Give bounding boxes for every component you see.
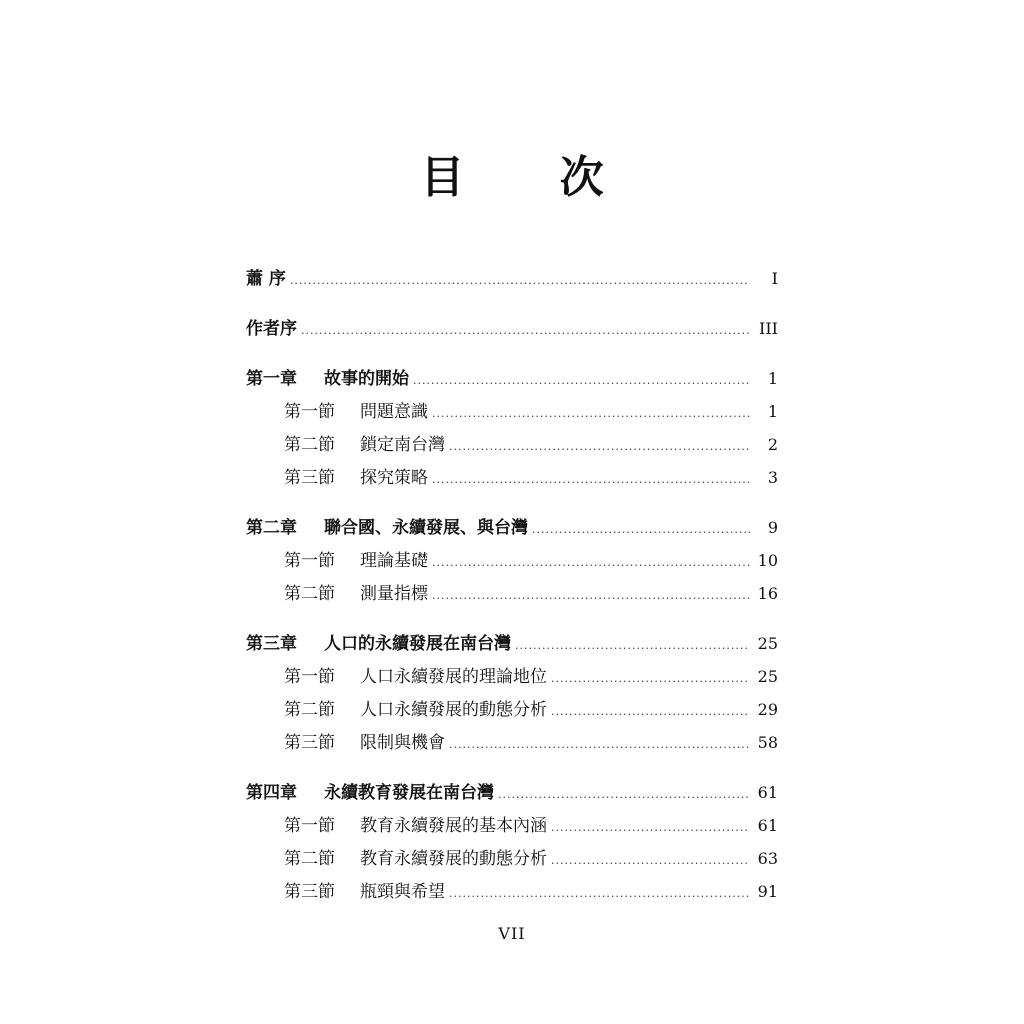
toc-page-number: 2 [767, 435, 778, 454]
section-number: 第一節 [284, 402, 335, 422]
section-title: 鎖定南台灣 [360, 435, 445, 455]
section-title: 探究策略 [360, 468, 428, 488]
toc-page-number: 25 [757, 667, 778, 686]
toc-page-number: III [759, 319, 778, 338]
toc-page-number: 63 [757, 849, 778, 868]
toc-entry-preface-b[interactable] [246, 312, 778, 345]
section-title: 限制與機會 [360, 733, 445, 753]
toc-page-number: 1 [767, 369, 778, 388]
section-number: 第二節 [284, 584, 335, 604]
toc-section-entry[interactable] [246, 809, 778, 842]
toc-chapter-1 [246, 362, 778, 494]
chapter-title: 故事的開始 [324, 369, 409, 389]
section-title: 理論基礎 [360, 551, 428, 571]
toc-page-number: 29 [757, 700, 778, 719]
dot-leader [290, 264, 750, 297]
section-title: 人口永續發展的動態分析 [360, 700, 547, 720]
toc-page-number: 1 [767, 402, 778, 421]
dot-leader [449, 728, 750, 761]
toc-section-entry[interactable] [246, 726, 778, 759]
toc-section-entry[interactable] [246, 875, 778, 908]
chapter-number: 第二章 [246, 518, 297, 538]
page-title: 目 次 [420, 152, 644, 203]
toc-page-number: 16 [757, 584, 778, 603]
toc-page-number: 25 [757, 634, 778, 653]
dot-leader [532, 513, 750, 546]
toc-entry-preface-a[interactable] [246, 262, 778, 295]
dot-leader [413, 364, 750, 397]
toc-chapter-3 [246, 627, 778, 759]
toc-section-entry[interactable] [246, 544, 778, 577]
chapter-number: 第四章 [246, 783, 297, 803]
toc-page-number: 10 [757, 551, 778, 570]
section-title: 教育永續發展的動態分析 [360, 849, 547, 869]
toc-page-number: 61 [757, 816, 778, 835]
dot-leader [432, 397, 750, 430]
dot-leader [551, 695, 750, 728]
section-number: 第一節 [284, 667, 335, 687]
dot-leader [449, 877, 750, 910]
toc-chapter-entry[interactable] [246, 362, 778, 395]
chapter-title: 永續教育發展在南台灣 [324, 783, 494, 803]
chapter-title: 聯合國、永續發展、與台灣 [324, 518, 528, 538]
dot-leader [551, 811, 750, 844]
page-folio: VII [498, 924, 526, 943]
dot-leader [301, 314, 750, 347]
section-title: 教育永續發展的基本內涵 [360, 816, 547, 836]
chapter-title: 人口的永續發展在南台灣 [324, 634, 511, 654]
chapter-number: 第三章 [246, 634, 297, 654]
section-number: 第二節 [284, 700, 335, 720]
toc-chapter-2 [246, 511, 778, 610]
toc-page-number: 91 [757, 882, 778, 901]
toc-page-number: 9 [767, 518, 778, 537]
dot-leader [551, 662, 750, 695]
toc-entry-title: 蕭 序 [246, 269, 286, 289]
section-number: 第一節 [284, 816, 335, 836]
toc-section-entry[interactable] [246, 461, 778, 494]
section-number: 第三節 [284, 468, 335, 488]
table-of-contents [246, 262, 778, 908]
section-number: 第三節 [284, 733, 335, 753]
toc-page-number: 3 [767, 468, 778, 487]
toc-section-entry[interactable] [246, 428, 778, 461]
toc-chapter-entry[interactable] [246, 511, 778, 544]
dot-leader [551, 844, 750, 877]
dot-leader [498, 778, 750, 811]
toc-chapter-4 [246, 776, 778, 908]
section-title: 測量指標 [360, 584, 428, 604]
section-number: 第三節 [284, 882, 335, 902]
chapter-number: 第一章 [246, 369, 297, 389]
dot-leader [432, 463, 750, 496]
section-number: 第一節 [284, 551, 335, 571]
toc-section-entry[interactable] [246, 395, 778, 428]
section-title: 人口永續發展的理論地位 [360, 667, 547, 687]
dot-leader [432, 579, 750, 612]
section-number: 第二節 [284, 435, 335, 455]
section-number: 第二節 [284, 849, 335, 869]
toc-page-number: 61 [757, 783, 778, 802]
toc-section-entry[interactable] [246, 693, 778, 726]
section-title: 問題意識 [360, 402, 428, 422]
toc-page-number: I [771, 269, 778, 288]
toc-page-number: 58 [757, 733, 778, 752]
dot-leader [432, 546, 750, 579]
toc-chapter-entry[interactable] [246, 627, 778, 660]
toc-entry-title: 作者序 [246, 319, 297, 339]
toc-chapter-entry[interactable] [246, 776, 778, 809]
toc-section-entry[interactable] [246, 842, 778, 875]
section-title: 瓶頸與希望 [360, 882, 445, 902]
dot-leader [449, 430, 750, 463]
dot-leader [515, 629, 750, 662]
toc-section-entry[interactable] [246, 577, 778, 610]
toc-section-entry[interactable] [246, 660, 778, 693]
